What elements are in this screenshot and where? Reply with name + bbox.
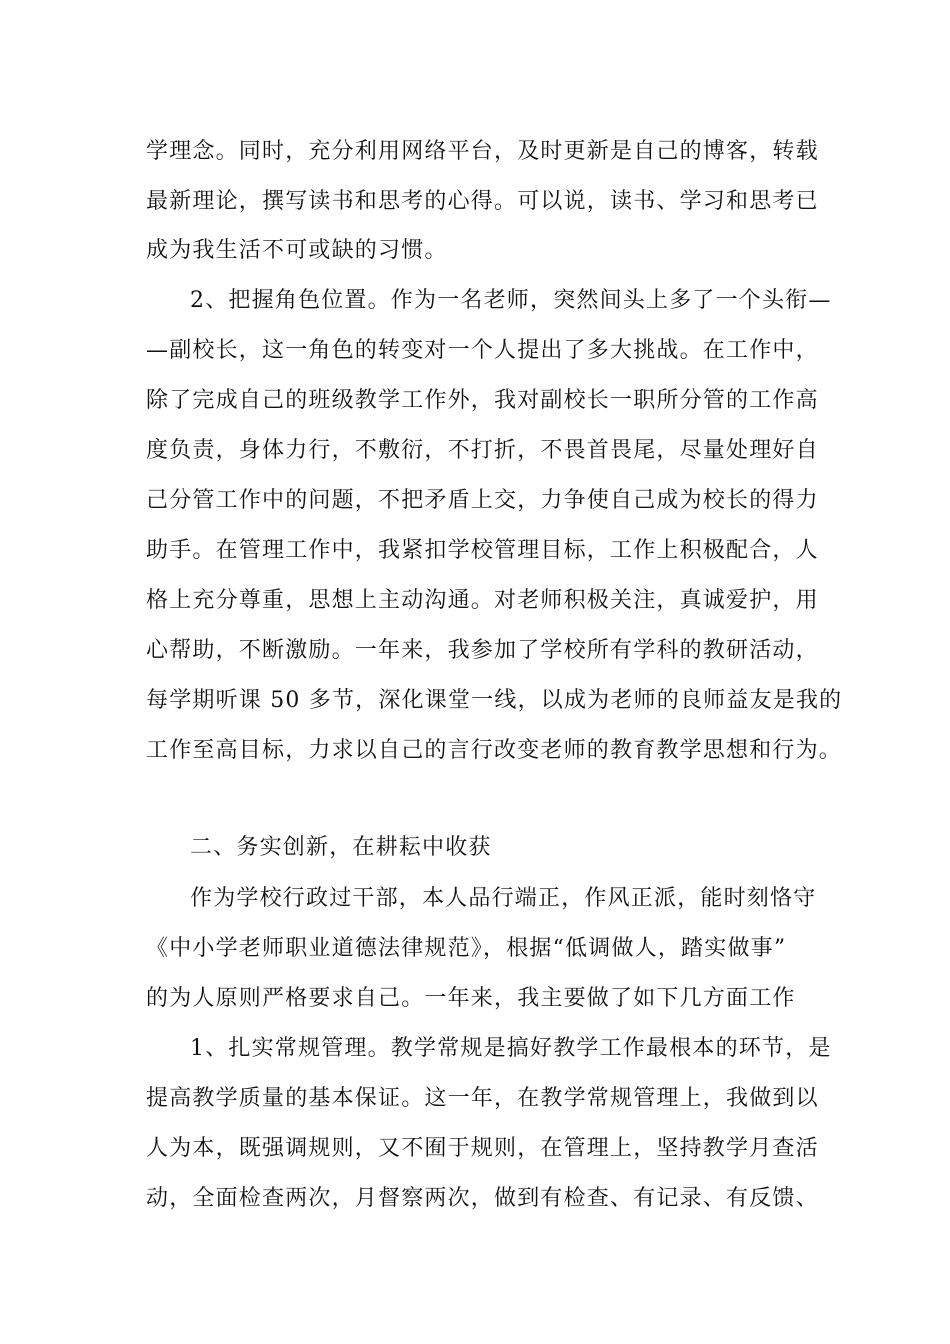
- paragraph-start-line: 作为学校行政过干部，本人品行端正，作风正派，能时刻恪守: [190, 886, 817, 911]
- text-line: 除了完成自己的班级教学工作外，我对副校长一职所分管的工作高: [146, 388, 819, 413]
- text-line: 《中小学老师职业道德法律规范》，根据“低调做人，踏实做事”: [146, 936, 787, 961]
- text-line: 成为我生活不可或缺的习惯。: [146, 238, 448, 263]
- text-line: —副校长，这一角色的转变对一个人提出了多大挑战。在工作中，: [146, 338, 819, 363]
- text-line: 的为人原则严格要求自己。一年来，我主要做了如下几方面工作: [146, 986, 796, 1011]
- text-line: 心帮助，不断激励。一年来，我参加了学校所有学科的教研活动，: [146, 638, 819, 663]
- paragraph-start-line: 1、扎实常规管理。教学常规是搞好教学工作最根本的环节，是: [190, 1036, 832, 1061]
- text-line: 人为本，既强调规则，又不囿于规则，在管理上，坚持教学月查活: [146, 1136, 819, 1161]
- text-line: 度负责，身体力行，不敷衍，不打折，不畏首畏尾，尽量处理好自: [146, 438, 819, 463]
- paragraph-start-line: 2、把握角色位置。作为一名老师，突然间头上多了一个头衔—: [190, 288, 832, 313]
- text-line: 最新理论，撰写读书和思考的心得。可以说，读书、学习和思考已: [146, 189, 819, 214]
- text-line: 学理念。同时，充分利用网络平台，及时更新是自己的博客，转载: [146, 139, 819, 164]
- text-line: 每学期听课 50 多节，深化课堂一线，以成为老师的良师益友是我的: [146, 688, 843, 713]
- text-line: 工作至高目标，力求以自己的言行改变老师的教育教学思想和行为。: [146, 738, 843, 763]
- text-line: 提高教学质量的基本保证。这一年，在教学常规管理上，我做到以: [146, 1086, 819, 1111]
- text-line: 动，全面检查两次，月督察两次，做到有检查、有记录、有反馈、: [146, 1186, 819, 1211]
- section-heading: 二、务实创新，在耕耘中收获: [190, 835, 492, 860]
- text-line: 助手。在管理工作中，我紧扣学校管理目标，工作上积极配合，人: [146, 538, 819, 563]
- text-line: 格上充分尊重，思想上主动沟通。对老师积极关注，真诚爱护，用: [146, 588, 819, 613]
- text-line: 己分管工作中的问题，不把矛盾上交，力争使自己成为校长的得力: [146, 488, 819, 513]
